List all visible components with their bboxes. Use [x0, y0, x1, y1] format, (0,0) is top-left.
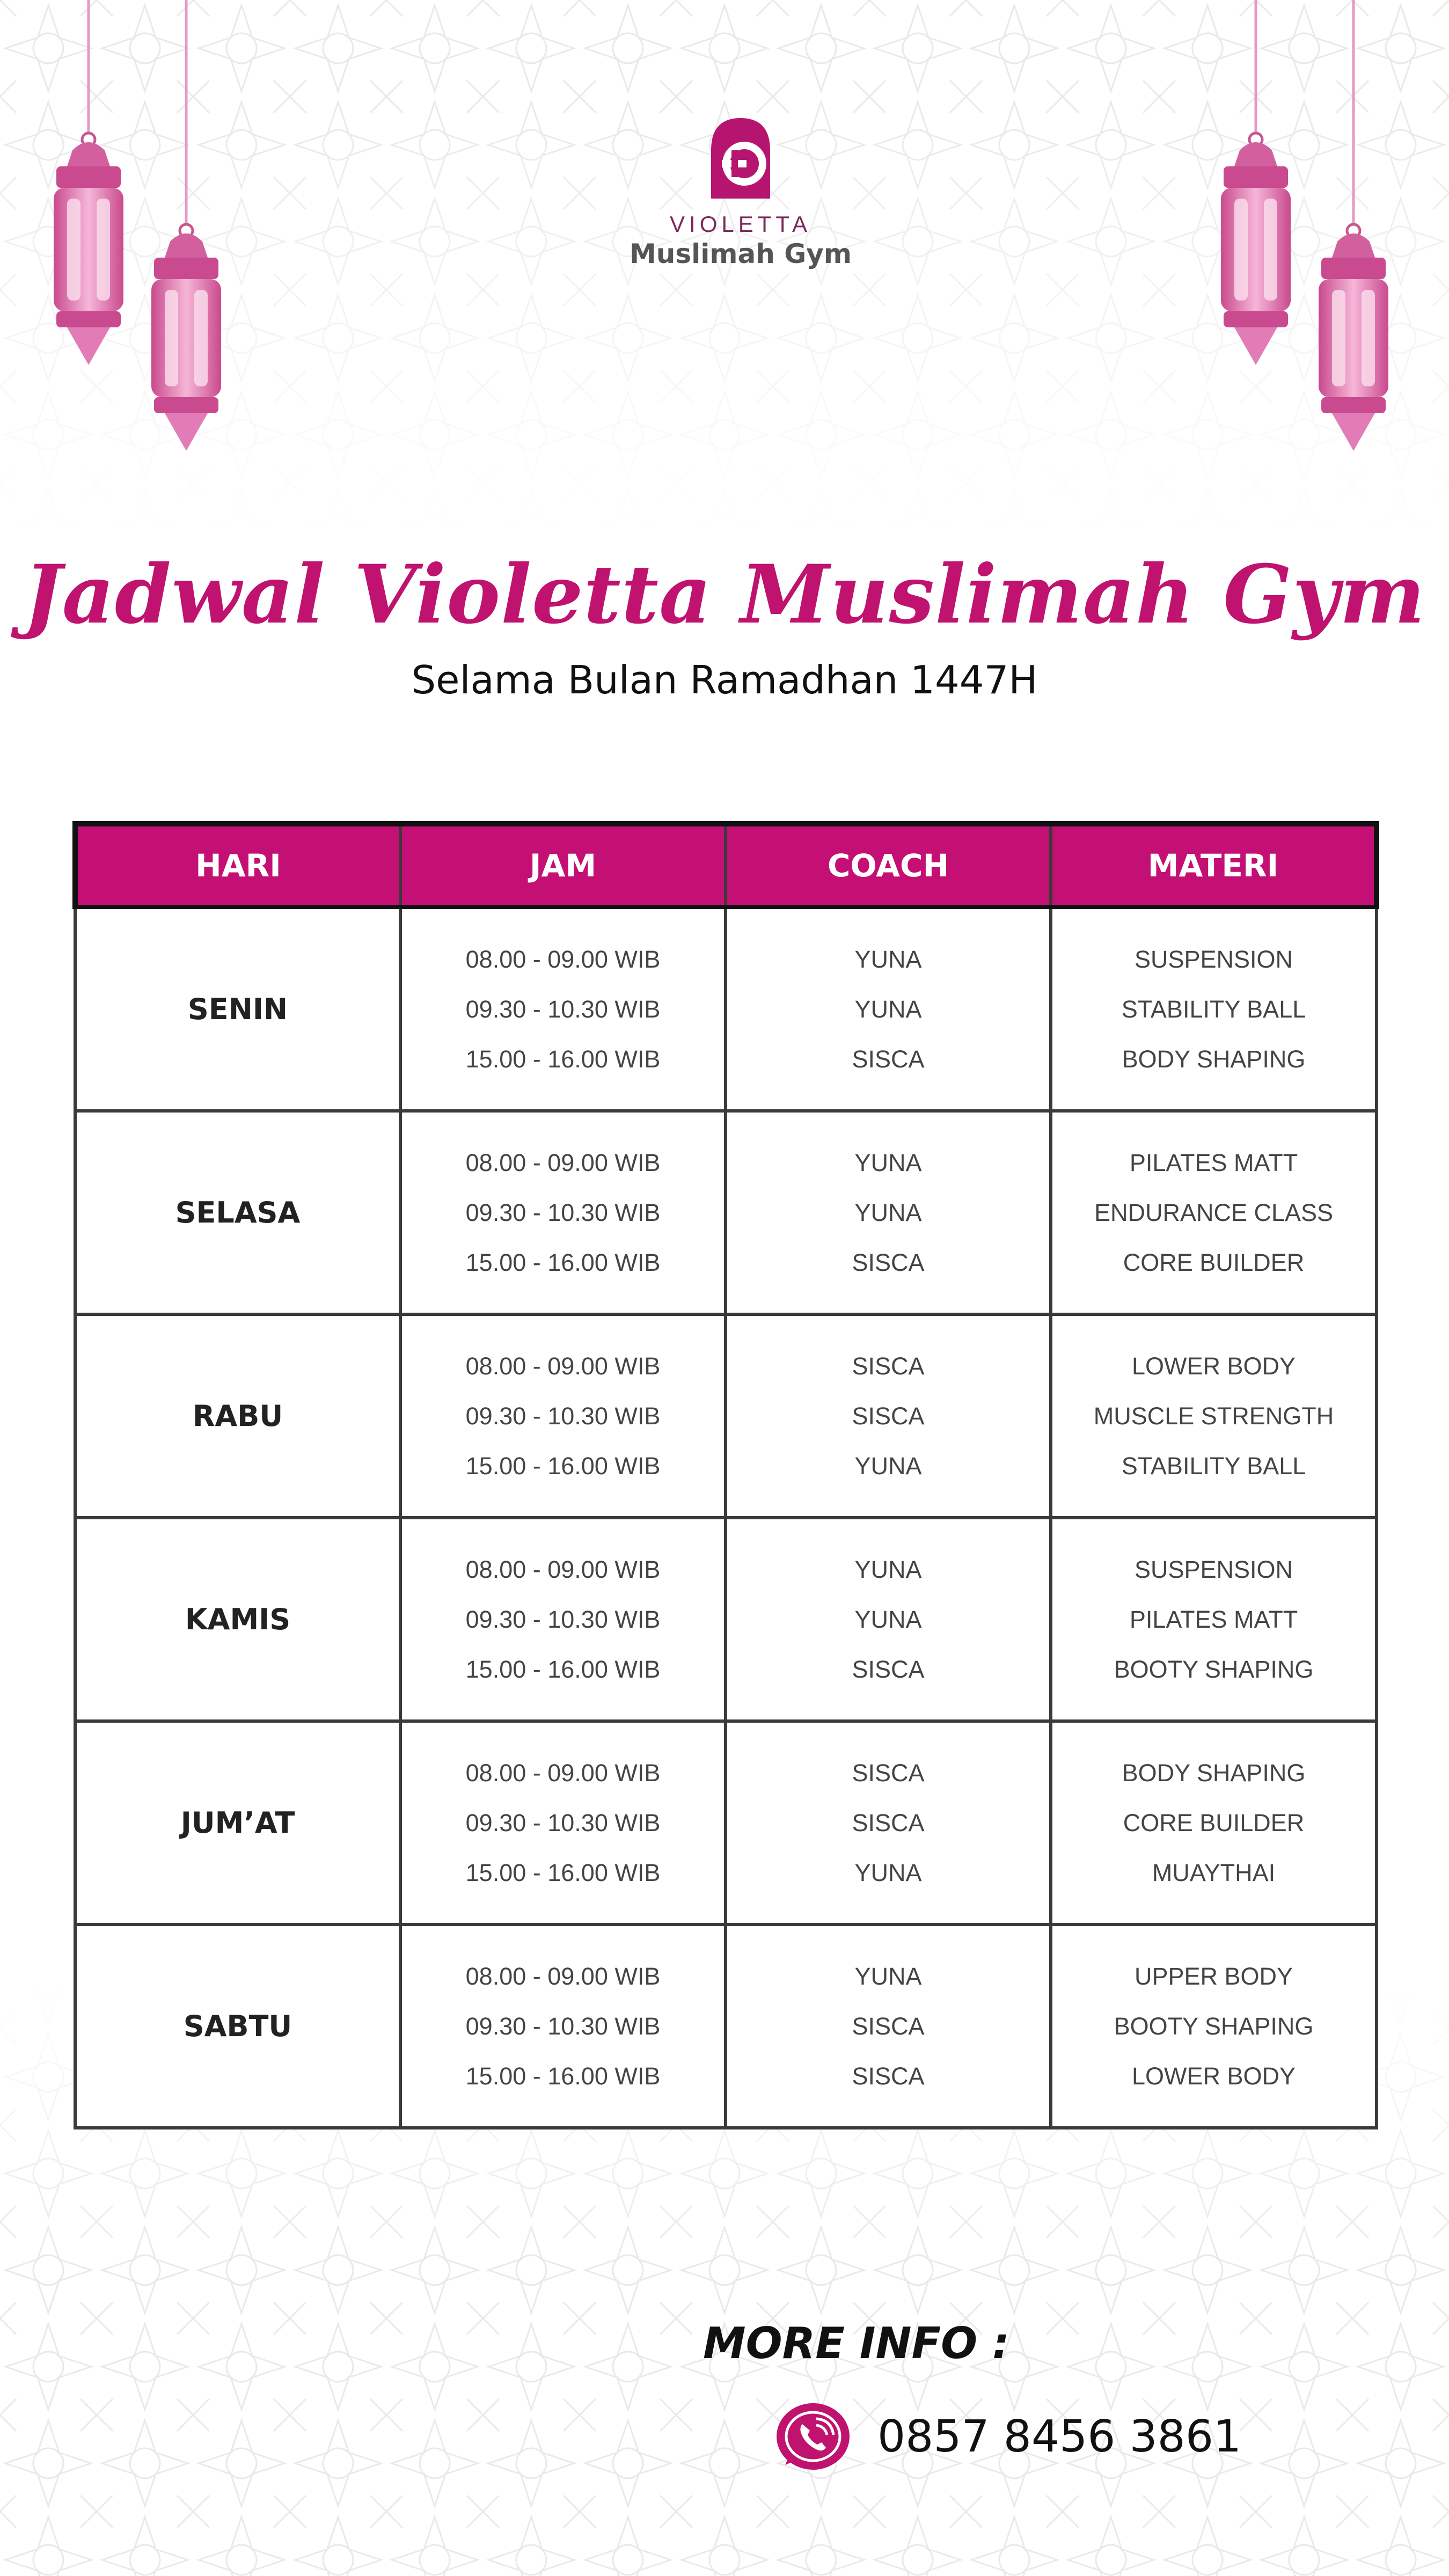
- coach-name: YUNA: [854, 1149, 922, 1176]
- class-name: PILATES MATT: [1129, 1149, 1298, 1176]
- phone-icon: [775, 2402, 851, 2471]
- coach-name: SISCA: [852, 1759, 925, 1787]
- coach-name: YUNA: [854, 946, 922, 973]
- time-cell: [400, 1314, 726, 1518]
- coach-name: YUNA: [854, 1199, 922, 1226]
- time-cell: [400, 1111, 726, 1314]
- class-name: SUSPENSION: [1134, 1556, 1293, 1583]
- class-cell: [1051, 1518, 1377, 1721]
- page-title: Jadwal Violetta Muslimah Gym: [23, 547, 1426, 642]
- coach-cell: [726, 1314, 1051, 1518]
- header-materi: MATERI: [1051, 824, 1377, 907]
- coach-name: SISCA: [852, 1656, 925, 1683]
- class-name: BOOTY SHAPING: [1114, 1656, 1314, 1683]
- time-cell: [400, 1924, 726, 2128]
- brand-logo: [617, 113, 864, 269]
- time-slot: 15.00 - 16.00 WIB: [465, 1045, 661, 1073]
- class-cell: [1051, 1111, 1377, 1314]
- coach-cell: [726, 1111, 1051, 1314]
- time-slot: 15.00 - 16.00 WIB: [465, 1452, 661, 1480]
- time-slot: 08.00 - 09.00 WIB: [465, 1759, 661, 1787]
- coach-name: SISCA: [852, 1045, 925, 1073]
- coach-name: YUNA: [854, 1556, 922, 1583]
- class-name: LOWER BODY: [1131, 2062, 1296, 2090]
- header-coach: COACH: [726, 824, 1051, 907]
- class-name: BODY SHAPING: [1122, 1759, 1306, 1787]
- lantern-decoration-right-2: [1308, 0, 1399, 462]
- class-name: CORE BUILDER: [1123, 1249, 1305, 1276]
- class-name: BODY SHAPING: [1122, 1045, 1306, 1073]
- class-name: MUAYTHAI: [1152, 1859, 1276, 1886]
- table-row: [75, 1924, 1377, 2128]
- class-name: LOWER BODY: [1131, 1352, 1296, 1380]
- header-jam: JAM: [400, 824, 726, 907]
- time-slot: 09.30 - 10.30 WIB: [465, 1199, 661, 1226]
- time-slot: 08.00 - 09.00 WIB: [465, 1963, 661, 1990]
- table-header-row: [75, 824, 1377, 907]
- coach-name: YUNA: [854, 1452, 922, 1480]
- class-cell: [1051, 1924, 1377, 2128]
- coach-name: SISCA: [852, 2012, 925, 2040]
- coach-name: SISCA: [852, 1402, 925, 1430]
- coach-cell: [726, 1721, 1051, 1924]
- coach-name: YUNA: [854, 1606, 922, 1633]
- day-cell: SELASA: [75, 1111, 400, 1314]
- time-cell: [400, 1721, 726, 1924]
- time-slot: 08.00 - 09.00 WIB: [465, 946, 661, 973]
- table-row: [75, 907, 1377, 1111]
- time-cell: [400, 907, 726, 1111]
- coach-name: SISCA: [852, 1352, 925, 1380]
- time-slot: 09.30 - 10.30 WIB: [465, 996, 661, 1023]
- logo-brand-name: VIOLETTA: [670, 211, 811, 237]
- time-slot: 09.30 - 10.30 WIB: [465, 1606, 661, 1633]
- class-name: CORE BUILDER: [1123, 1809, 1305, 1836]
- time-slot: 09.30 - 10.30 WIB: [465, 1809, 661, 1836]
- phone-number[interactable]: 0857 8456 3861: [877, 2411, 1242, 2462]
- coach-cell: [726, 1924, 1051, 2128]
- day-cell: RABU: [75, 1314, 400, 1518]
- lantern-decoration-left-2: [141, 0, 232, 462]
- time-slot: 09.30 - 10.30 WIB: [465, 2012, 661, 2040]
- lantern-decoration-right-1: [1210, 0, 1301, 376]
- coach-name: YUNA: [854, 1963, 922, 1990]
- table-row: [75, 1721, 1377, 1924]
- class-name: ENDURANCE CLASS: [1094, 1199, 1334, 1226]
- day-cell: SENIN: [75, 907, 400, 1111]
- time-slot: 08.00 - 09.00 WIB: [465, 1352, 661, 1380]
- class-cell: [1051, 1314, 1377, 1518]
- time-slot: 08.00 - 09.00 WIB: [465, 1149, 661, 1176]
- time-slot: 15.00 - 16.00 WIB: [465, 1656, 661, 1683]
- time-slot: 09.30 - 10.30 WIB: [465, 1402, 661, 1430]
- day-cell: JUM’AT: [75, 1721, 400, 1924]
- time-slot: 15.00 - 16.00 WIB: [465, 2062, 661, 2090]
- table-row: [75, 1518, 1377, 1721]
- time-slot: 15.00 - 16.00 WIB: [465, 1249, 661, 1276]
- class-name: MUSCLE STRENGTH: [1093, 1402, 1334, 1430]
- class-name: STABILITY BALL: [1121, 996, 1306, 1023]
- class-name: BOOTY SHAPING: [1114, 2012, 1314, 2040]
- class-name: STABILITY BALL: [1121, 1452, 1306, 1480]
- coach-cell: [726, 907, 1051, 1111]
- coach-name: SISCA: [852, 2062, 925, 2090]
- class-cell: [1051, 1721, 1377, 1924]
- day-cell: KAMIS: [75, 1518, 400, 1721]
- class-name: SUSPENSION: [1134, 946, 1293, 973]
- schedule-table: [72, 821, 1379, 2129]
- logo-icon: [700, 113, 781, 204]
- coach-name: SISCA: [852, 1809, 925, 1836]
- logo-subtitle: Muslimah Gym: [630, 238, 852, 269]
- page-subtitle: Selama Bulan Ramadhan 1447H: [411, 657, 1038, 702]
- header-hari: HARI: [75, 824, 400, 907]
- class-name: UPPER BODY: [1134, 1963, 1293, 1990]
- day-cell: SABTU: [75, 1924, 400, 2128]
- time-slot: 15.00 - 16.00 WIB: [465, 1859, 661, 1886]
- time-cell: [400, 1518, 726, 1721]
- table-row: [75, 1111, 1377, 1314]
- class-cell: [1051, 907, 1377, 1111]
- coach-name: YUNA: [854, 1859, 922, 1886]
- table-row: [75, 1314, 1377, 1518]
- class-name: PILATES MATT: [1129, 1606, 1298, 1633]
- time-slot: 08.00 - 09.00 WIB: [465, 1556, 661, 1583]
- phone-contact[interactable]: [775, 2402, 1241, 2471]
- more-info-heading: MORE INFO :: [703, 2318, 1009, 2368]
- coach-cell: [726, 1518, 1051, 1721]
- coach-name: YUNA: [854, 996, 922, 1023]
- coach-name: SISCA: [852, 1249, 925, 1276]
- lantern-decoration-left-1: [43, 0, 134, 376]
